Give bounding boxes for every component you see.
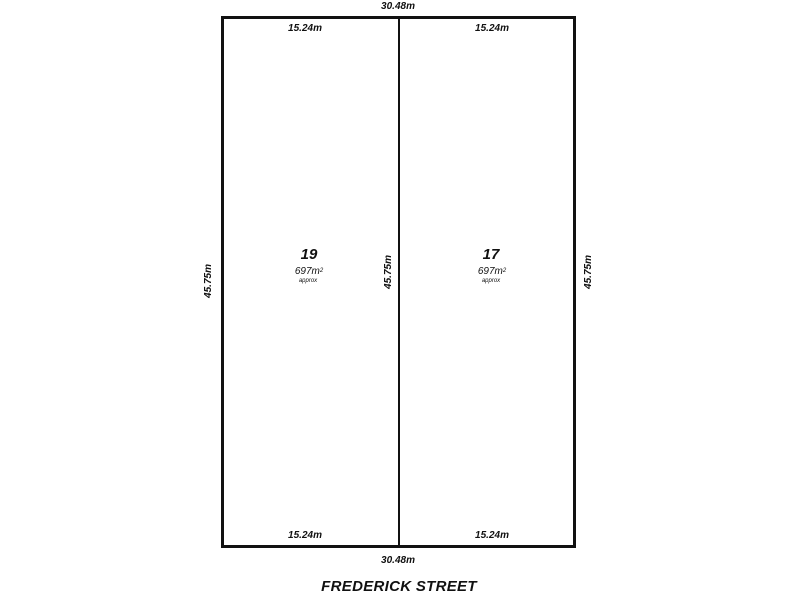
top-total-dimension: 30.48m [381,1,415,12]
lot-17-number: 17 [482,246,500,263]
lot-19-top-frontage: 15.24m [288,23,322,34]
lot-19-area: $697m^2$ [294,266,324,277]
lot-17-area: $697m^2$ [477,266,507,277]
lot-divider-line [398,16,400,548]
lot-19-bottom-frontage: 15.24m [288,530,322,541]
lot-17-bottom-frontage: 15.24m [475,530,509,541]
street-name: FREDERICK STREET [321,578,477,595]
lot-17-approx-note: approx [481,278,501,284]
left-side-dimension: 45.75m [203,264,214,298]
lot-19-number: 19 [300,246,318,263]
lot-17-top-frontage: 15.24m [475,23,509,34]
middle-side-dimension: 45.75m [383,255,394,289]
bottom-total-dimension: 30.48m [381,555,415,566]
right-side-dimension: 45.75m [583,255,594,289]
lot-19-approx-note: approx [298,278,318,284]
